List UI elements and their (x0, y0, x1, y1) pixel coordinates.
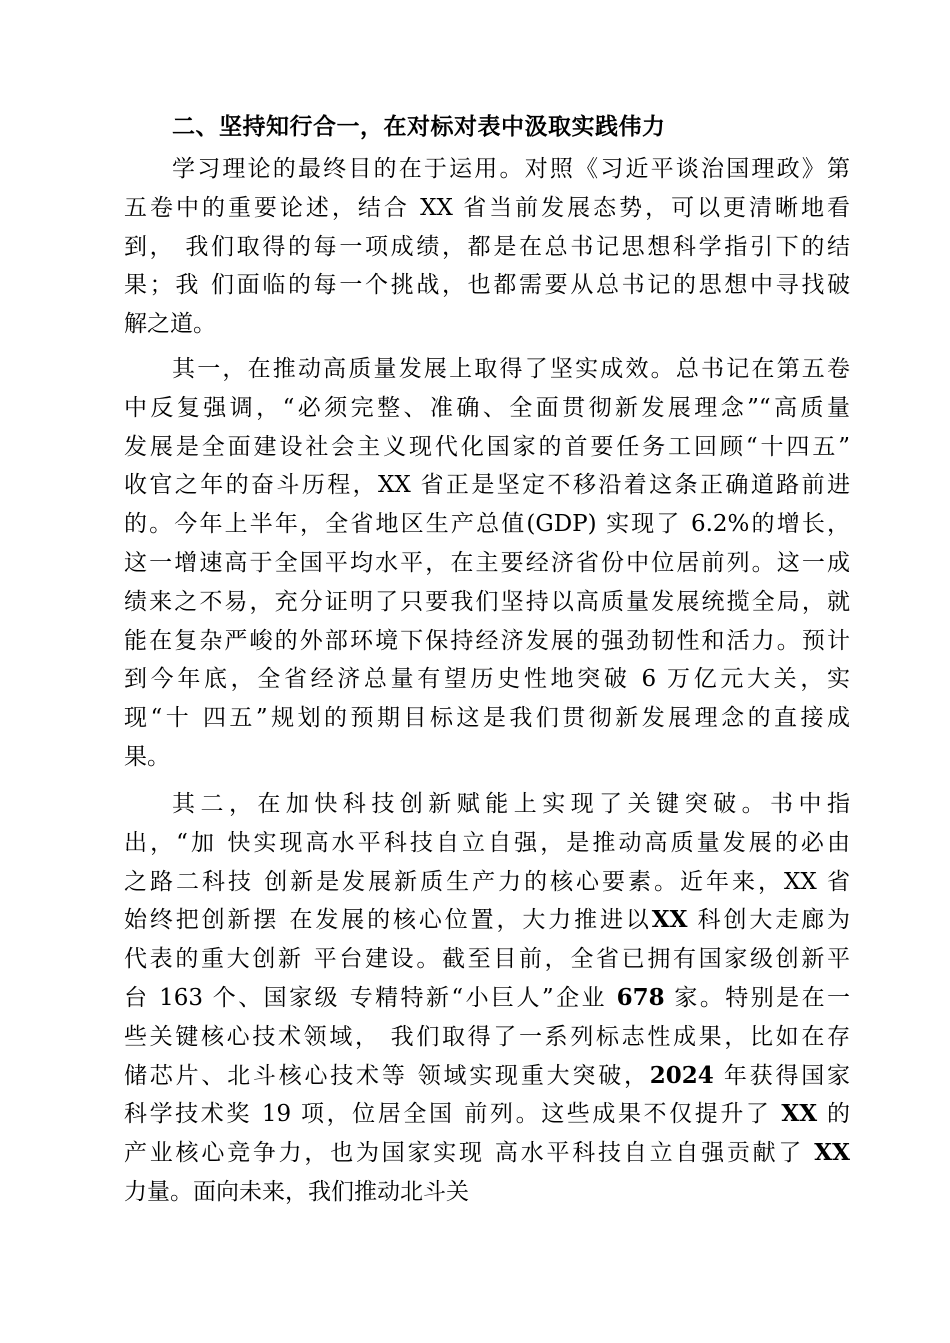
section-heading: 二、坚持知行合一，在对标对表中汲取实践伟力 (172, 114, 666, 140)
text-segment: 出，“加 快实现高水平科技自立自强，是推动高质量发展的必由 (124, 829, 850, 856)
text-line (124, 1095, 850, 1134)
text-segment: 到今年底，全省经济总量有望历史性地突破 6 万亿元大关，实 (124, 666, 850, 693)
text-line (124, 228, 850, 267)
text-segment: 现“十 四五”规划的预期目标这是我们贯彻新发展理念的直接成 (124, 705, 850, 732)
text-line (124, 305, 850, 344)
bold-text: XX (651, 906, 688, 934)
text-line (124, 738, 850, 777)
text-segment: 这一增速高于全国平均水平，在主要经济省份中位居前列。这一成 (124, 549, 850, 576)
text-line (124, 940, 850, 979)
text-segment: 产业核心竞争力，也为国家实现 高水平科技自立自强贡献了 (124, 1140, 815, 1167)
text-line (124, 150, 850, 189)
text-segment: 科学技术奖 19 项，位居全国 前列。这些成果不仅提升了 (124, 1101, 782, 1128)
text-segment: 始终把创新摆 在发展的核心位置，大力推进以 (124, 907, 652, 934)
text-segment: 果。 (124, 743, 170, 770)
text-line (124, 1057, 850, 1096)
text-segment: 储芯片、北斗核心技术等 领域实现重大突破， (124, 1062, 650, 1089)
text-segment: 些关键核心技术领域， 我们取得了一系列标志性成果，比如在存 (124, 1023, 850, 1050)
text-segment: 绩来之不易，充分证明了只要我们坚持以高质量发展统揽全局，就 (124, 588, 850, 615)
text-segment: 果；我 们面临的每一个挑战，也都需要从总书记的思想中寻找破 (124, 272, 850, 299)
text-segment: 代表的重大创新 平台建设。截至目前，全省已拥有国家级创新平 (124, 946, 850, 973)
bold-text: XX (781, 1100, 818, 1128)
text-line (124, 544, 850, 583)
text-segment: 其二，在加快科技创新赋能上实现了关键突破。书中指 (172, 791, 850, 817)
text-line (124, 189, 850, 228)
text-line (124, 1018, 850, 1057)
bold-text: 678 (616, 983, 665, 1011)
text-line (124, 660, 850, 699)
text-segment: 中反复强调，“必须完整、准确、全面贯彻新发展理念”“高质量 (124, 394, 850, 421)
text-segment: 年获得国家 (713, 1062, 851, 1089)
text-line (124, 979, 850, 1018)
text-segment: 家。特别是在一 (664, 984, 850, 1011)
text-segment: 到， 我们取得的每一项成绩，都是在总书记思想科学指引下的结 (124, 233, 850, 260)
text-line (124, 1173, 850, 1212)
text-line (124, 824, 850, 863)
paragraph-tech-innovation (124, 785, 850, 1212)
text-segment: 科创大走廊为 (687, 907, 851, 934)
text-line (124, 389, 850, 428)
text-line (124, 466, 850, 505)
paragraph-high-quality-development (124, 350, 850, 777)
text-segment: 的 (817, 1101, 851, 1128)
text-segment: 之路二科技 创新是发展新质生产力的核心要素。近年来，XX 省 (124, 868, 850, 895)
text-line (124, 350, 850, 389)
text-line (124, 1134, 850, 1173)
text-segment: 力量。面向未来，我们推动北斗关 (124, 1178, 469, 1205)
bold-text: XX (814, 1139, 850, 1167)
text-segment: 其一，在推动高质量发展上取得了坚实成效。总书记在第五卷 (172, 356, 850, 382)
text-line (124, 622, 850, 661)
text-segment: 发展是全面建设社会主义现代化国家的首要任务工回顾“十四五” (124, 433, 850, 460)
text-segment: 解之道。 (124, 311, 216, 338)
text-line (124, 901, 850, 940)
text-segment: 能在复杂严峻的外部环境下保持经济发展的强劲韧性和活力。预计 (124, 627, 850, 654)
text-line (124, 863, 850, 902)
text-line (124, 505, 850, 544)
text-line (124, 785, 850, 824)
text-segment: 五卷中的重要论述，结合 XX 省当前发展态势，可以更清晰地看 (124, 194, 850, 221)
text-segment: 学习理论的最终目的在于运用。对照《习近平谈治国理政》第 (172, 156, 850, 182)
text-line (124, 699, 850, 738)
text-line (124, 428, 850, 467)
text-segment: 台 163 个、国家级 专精特新“小巨人”企业 (124, 984, 617, 1011)
text-line (124, 583, 850, 622)
text-segment: 的。今年上半年，全省地区生产总值(GDP) 实现了 6.2%的增长， (124, 511, 850, 538)
bold-text: 2024 (649, 1061, 714, 1089)
text-segment: 收官之年的奋斗历程，XX 省正是坚定不移沿着这条正确道路前进 (124, 472, 850, 499)
paragraph-intro (124, 150, 850, 344)
text-line (124, 266, 850, 305)
